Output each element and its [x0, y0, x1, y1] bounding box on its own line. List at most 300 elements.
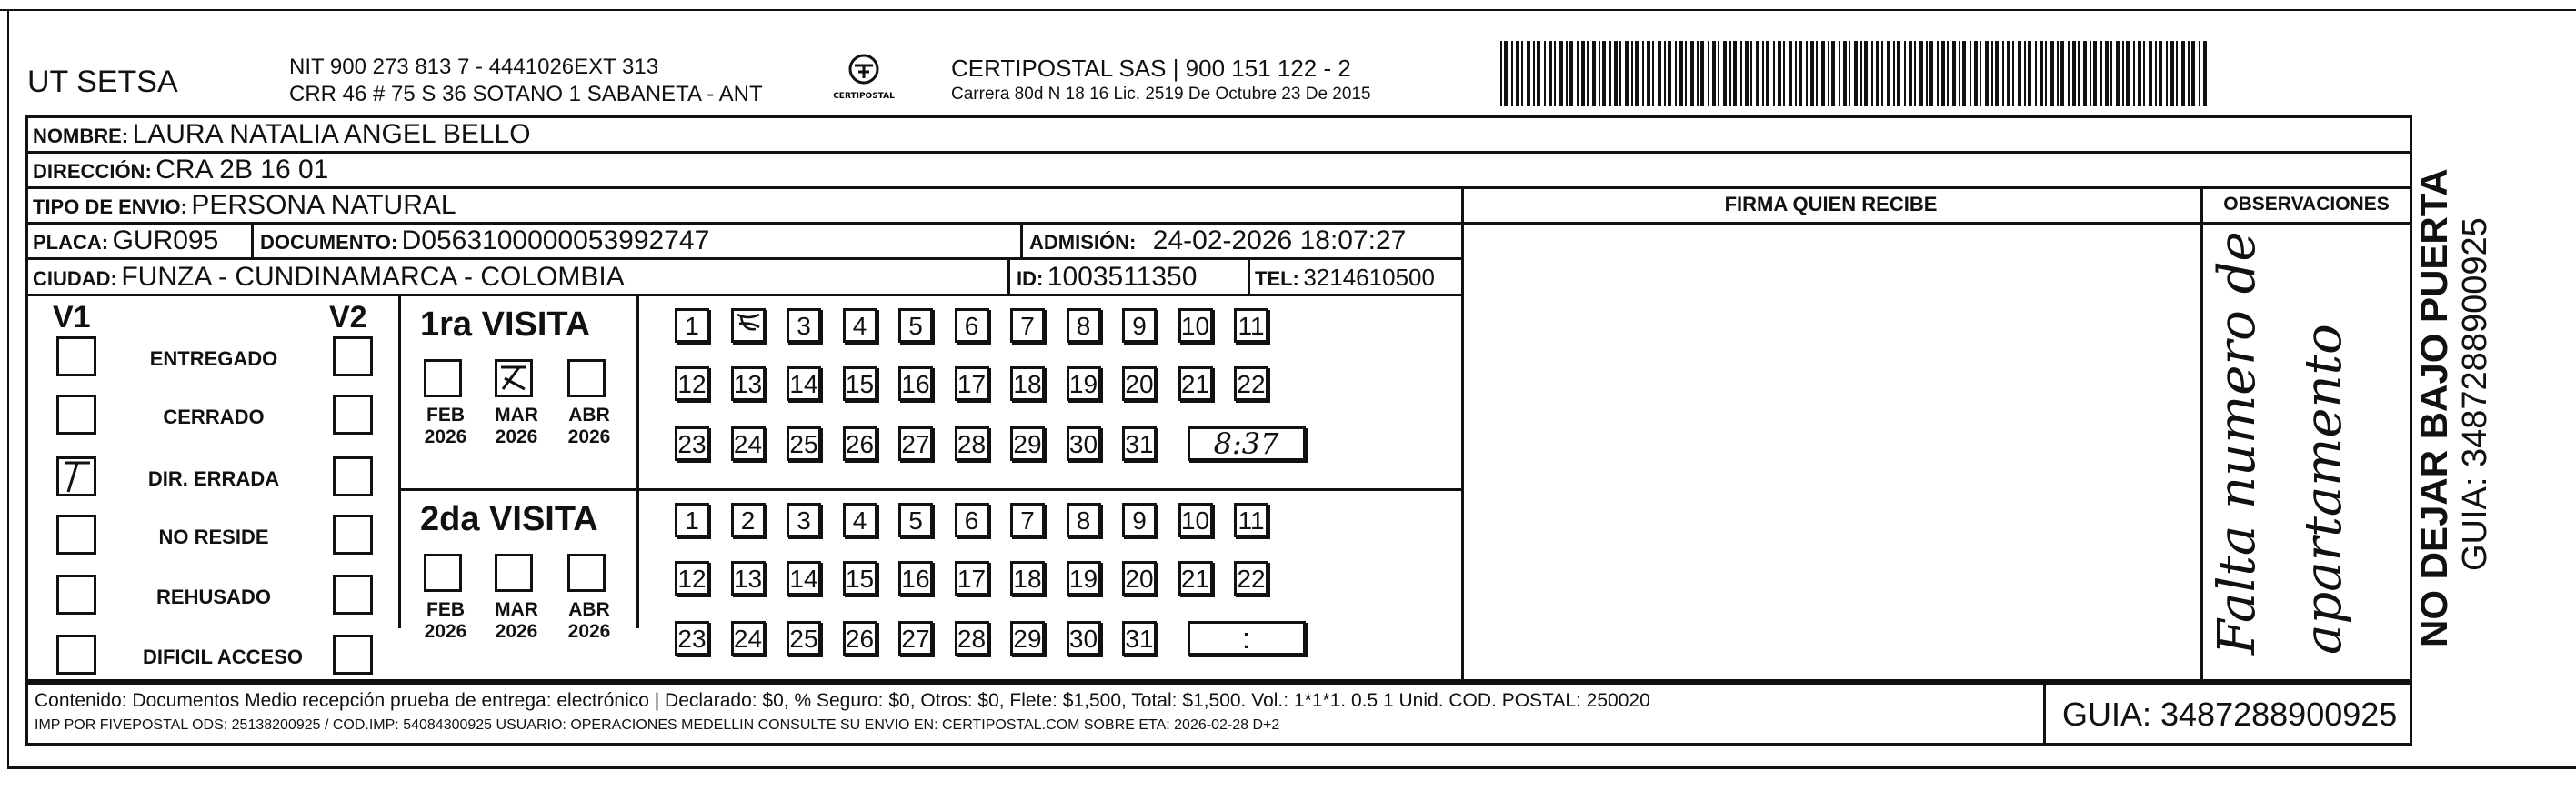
barcode-bar — [1592, 41, 1596, 106]
visit1-month-label — [489, 405, 544, 448]
logo-text: CERTIPOSTAL — [833, 92, 895, 101]
visit1-day-box[interactable]: 19 — [1067, 366, 1101, 401]
visit2-day-box[interactable]: 5 — [898, 503, 933, 537]
status-label: DIR. ERRADA — [147, 467, 280, 490]
visit1-day-box[interactable]: 11 — [1234, 308, 1268, 343]
visit2-day-box[interactable]: 10 — [1178, 503, 1213, 537]
status-divider — [398, 294, 401, 628]
barcode-bar — [1831, 41, 1835, 106]
v1-checkbox[interactable] — [56, 635, 96, 675]
handwritten-line: Falta numero de — [2208, 231, 2267, 655]
barcode-bar — [1577, 41, 1579, 106]
barcode-bar — [1766, 41, 1769, 106]
v2-checkbox[interactable] — [333, 515, 373, 555]
barcode-bar — [1778, 41, 1781, 106]
barcode-bar — [2138, 41, 2141, 106]
visit2-day-box[interactable]: 11 — [1234, 503, 1268, 537]
barcode-bar — [2199, 41, 2200, 106]
barcode-bar — [1745, 41, 1749, 106]
placa-label: PLACA: — [33, 231, 109, 254]
barcode-bar — [1839, 41, 1840, 106]
barcode-bar — [1881, 41, 1883, 106]
visit2-day-box[interactable]: 27 — [898, 621, 933, 656]
admision-field — [1029, 227, 1406, 255]
barcode-bar — [2170, 41, 2174, 106]
observaciones-handwritten — [2208, 231, 2353, 655]
visit1-day-box[interactable]: 25 — [787, 426, 821, 461]
barcode-bar — [1806, 41, 1808, 106]
cell-divider — [1020, 222, 1023, 257]
visit1-day-box[interactable]: 31 — [1122, 426, 1157, 461]
barcode-bar — [1544, 41, 1546, 106]
status-label: NO RESIDE — [158, 526, 269, 548]
address-line: CRR 46 # 75 S 36 SOTANO 1 SABANETA - ANT — [289, 82, 763, 106]
handwritten-check-icon — [59, 459, 94, 494]
barcode-bar — [1854, 41, 1858, 106]
barcode-bar — [1500, 41, 1502, 106]
visit1-day-box[interactable]: 14 — [787, 366, 821, 401]
barcode-bar — [1733, 41, 1737, 106]
firma-header: FIRMA QUIEN RECIBE — [1724, 193, 1938, 215]
barcode-bar — [2018, 41, 2021, 106]
visit2-month-checkbox[interactable] — [424, 554, 462, 592]
barcode-bar — [1789, 41, 1792, 106]
visit1-day-box[interactable]: 5 — [898, 308, 933, 343]
v2-checkbox[interactable] — [333, 456, 373, 496]
no-dejar-warning: NO DEJAR BAJO PUERTA — [2412, 168, 2455, 647]
barcode-bar — [1685, 41, 1687, 106]
barcode-bar — [1609, 41, 1611, 106]
barcode-bar — [1952, 41, 1956, 106]
month-year: 2026 — [567, 426, 611, 448]
visit2-day-box[interactable]: 7 — [1010, 503, 1045, 537]
month-name: ABR — [568, 599, 610, 620]
barcode-bar — [1773, 41, 1775, 106]
month-year: 2026 — [495, 426, 538, 448]
visit1-day-box[interactable]: 16 — [898, 366, 933, 401]
barcode-bar — [2057, 41, 2059, 106]
visit2-day-box[interactable]: 30 — [1067, 621, 1101, 656]
visit1-day-box[interactable]: 17 — [955, 366, 989, 401]
visit1-day-box[interactable]: 22 — [1234, 366, 1268, 401]
month-name: MAR — [495, 599, 538, 620]
barcode-bar — [1718, 41, 1719, 106]
barcode-bar — [2159, 41, 2162, 106]
barcode-bar — [1860, 41, 1862, 106]
bottom-border — [7, 766, 2576, 769]
visit1-month-checkbox[interactable] — [424, 359, 462, 397]
barcode-bar — [1533, 41, 1535, 106]
visit1-day-box[interactable] — [731, 308, 766, 343]
barcode-bar — [1810, 41, 1814, 106]
barcode-bar — [1980, 41, 1981, 106]
visit1-day-box[interactable]: 29 — [1010, 426, 1045, 461]
barcode-bar — [1816, 41, 1818, 106]
barcode-bar — [2012, 41, 2014, 106]
barcode-bar — [1587, 41, 1589, 106]
v2-checkbox[interactable] — [333, 336, 373, 376]
barcode-bar — [2002, 41, 2004, 106]
barcode-bar — [1871, 41, 1873, 106]
barcode-bar — [1864, 41, 1868, 106]
barcode-bar — [1828, 41, 1829, 106]
barcode-bar — [1708, 41, 1709, 106]
visit2-day-box[interactable]: 29 — [1010, 621, 1045, 656]
barcode-bar — [1504, 41, 1508, 106]
row-line — [25, 186, 2412, 189]
barcode-bar — [1959, 41, 1960, 106]
visit2-month-checkbox[interactable] — [495, 554, 533, 592]
documento-label: DOCUMENTO: — [260, 231, 398, 254]
visit1-day-box[interactable]: 15 — [843, 366, 877, 401]
row-line — [25, 294, 1462, 296]
visit2-day-box[interactable]: 15 — [843, 561, 877, 596]
visit2-time-box[interactable]: : — [1188, 621, 1306, 656]
barcode-bar — [1887, 41, 1890, 106]
month-year: 2026 — [567, 621, 611, 643]
status-label: ENTREGADO — [149, 347, 278, 370]
barcode-bar — [2203, 41, 2207, 106]
tipo-field — [33, 192, 456, 219]
barcode-bar — [1919, 41, 1923, 106]
barcode-bar — [1658, 41, 1661, 106]
month-year: 2026 — [495, 621, 538, 643]
barcode-bar — [1947, 41, 1949, 106]
barcode-bar — [1554, 41, 1556, 106]
firma-area[interactable] — [1461, 222, 2200, 628]
barcode-bar — [1843, 41, 1847, 106]
visit1-day-box[interactable]: 10 — [1178, 308, 1213, 343]
visit2-day-box[interactable]: 4 — [843, 503, 877, 537]
barcode-bar — [1549, 41, 1552, 106]
barcode-bar — [1527, 41, 1530, 106]
barcode-bar — [1991, 41, 1993, 106]
cell-divider — [1007, 257, 1010, 294]
visit1-day-box[interactable]: 30 — [1067, 426, 1101, 461]
v2-label: V2 — [329, 300, 367, 335]
nombre-value: LAURA NATALIA ANGEL BELLO — [132, 119, 531, 149]
month-name: FEB — [426, 599, 465, 620]
visit2-day-box[interactable]: 28 — [955, 621, 989, 656]
barcode-bar — [1652, 41, 1654, 106]
ciudad-field — [33, 264, 625, 291]
barcode-bar — [1664, 41, 1666, 106]
barcode-bar — [1914, 41, 1916, 106]
visit2-month-checkbox[interactable] — [567, 554, 606, 592]
month-year: 2026 — [424, 426, 467, 448]
barcode-bar — [1821, 41, 1825, 106]
month-name: FEB — [426, 405, 465, 426]
visit2-title: 2da VISITA — [420, 500, 598, 538]
contenido-line: Contenido: Documentos Medio recepción prueba de entrega: electrónico | Declarado: $0, % Seguro: $0, Otros: $0, Flete: $1,500, Total: $1,500. Vol.: 1*1*1. 0.5 1 Unid. COD. POSTAL: 250020 — [35, 690, 1650, 711]
v2-checkbox[interactable] — [333, 635, 373, 675]
barcode-bar — [1625, 41, 1629, 106]
month-name: ABR — [568, 405, 610, 426]
status-label: DIFICIL ACCESO — [142, 646, 303, 668]
barcode-bar — [1602, 41, 1606, 106]
barcode-bar — [1929, 41, 1933, 106]
id-field — [1017, 264, 1197, 291]
visit2-day-box[interactable]: 8 — [1067, 503, 1101, 537]
visit2-day-box[interactable]: 16 — [898, 561, 933, 596]
barcode-bar — [1876, 41, 1879, 106]
barcode-bar — [1521, 41, 1523, 106]
barcode-bar — [1995, 41, 1999, 106]
certipostal-logo — [833, 47, 895, 102]
barcode-bar — [1762, 41, 1764, 106]
barcode-bar — [1962, 41, 1966, 106]
barcode-bar — [1511, 41, 1513, 106]
barcode-bar — [1614, 41, 1618, 106]
barcode-bar — [1795, 41, 1797, 106]
v1-checkbox[interactable] — [56, 395, 96, 435]
visit1-day-box[interactable]: 1 — [675, 308, 709, 343]
visit1-time-box[interactable]: 8:37 — [1188, 426, 1306, 461]
barcode-bar — [1974, 41, 1978, 106]
barcode-bar — [1970, 41, 1971, 106]
visit2-day-box[interactable]: 24 — [731, 621, 766, 656]
barcode-bar — [2078, 41, 2080, 106]
barcode-bar — [2060, 41, 2064, 106]
visit1-day-box[interactable]: 13 — [731, 366, 766, 401]
left-border — [7, 9, 9, 769]
barcode-bar — [1581, 41, 1585, 106]
barcode-bar — [2122, 41, 2124, 106]
visit1-day-box[interactable]: 18 — [1010, 366, 1045, 401]
v1-checkbox[interactable] — [56, 515, 96, 555]
visit2-day-box[interactable]: 9 — [1122, 503, 1157, 537]
barcode-bar — [2083, 41, 2087, 106]
nit-line: NIT 900 273 813 7 - 4441026EXT 313 — [289, 55, 659, 79]
barcode-bar — [2090, 41, 2091, 106]
visit1-day-box[interactable]: 8 — [1067, 308, 1101, 343]
visit1-day-box[interactable]: 9 — [1122, 308, 1157, 343]
visit1-day-box[interactable]: 27 — [898, 426, 933, 461]
v1-checkbox[interactable] — [56, 456, 96, 496]
barcode-bar — [1619, 41, 1621, 106]
obs-divider — [2200, 186, 2203, 682]
placa-value: GUR095 — [112, 225, 219, 255]
visit2-day-box[interactable]: 1 — [675, 503, 709, 537]
side-guia: GUIA: 3487288900925 — [2456, 217, 2494, 571]
visit1-title: 1ra VISITA — [420, 305, 591, 344]
tipo-label: TIPO DE ENVIO: — [33, 195, 187, 218]
barcode-bar — [1941, 41, 1945, 106]
visit2-day-box[interactable]: 6 — [955, 503, 989, 537]
barcode-bar — [1599, 41, 1600, 106]
tel-value: 3214610500 — [1303, 264, 1435, 291]
carrier-address: Carrera 80d N 18 16 Lic. 2519 De Octubre 23 De 2015 — [951, 85, 1371, 104]
visit1-month-checkbox[interactable] — [495, 359, 533, 397]
visit1-day-box[interactable]: 12 — [675, 366, 709, 401]
cell-divider — [251, 222, 254, 257]
id-label: ID: — [1017, 267, 1044, 290]
barcode-bar — [2007, 41, 2010, 106]
visit2-day-box[interactable]: 12 — [675, 561, 709, 596]
imp-line: IMP POR FIVEPOSTAL ODS: 25138200925 / COD.IMP: 54084300925 USUARIO: OPERACIONES MEDELLIN CONSULTE SU ENVIO EN: CERTIPOSTAL.COM SOBRE ETA: 2026-02-28 D+2 — [35, 717, 1280, 733]
visit1-day-box[interactable]: 7 — [1010, 308, 1045, 343]
visit2-month-label — [489, 599, 544, 643]
company-name: UT SETSA — [27, 65, 178, 99]
visit2-day-box[interactable]: 13 — [731, 561, 766, 596]
visit1-day-box[interactable]: 4 — [843, 308, 877, 343]
barcode-bar — [2149, 41, 2152, 106]
direccion-value: CRA 2B 16 01 — [155, 155, 329, 185]
barcode-bar — [1897, 41, 1900, 106]
placa-field — [33, 227, 218, 255]
visit1-day-box[interactable]: 20 — [1122, 366, 1157, 401]
barcode-bar — [1712, 41, 1716, 106]
barcode-bar — [1723, 41, 1727, 106]
visit-divider — [398, 488, 1462, 491]
tipo-value: PERSONA NATURAL — [191, 190, 456, 220]
visit2-day-box[interactable]: 23 — [675, 621, 709, 656]
barcode-bar — [2181, 41, 2185, 106]
barcode-bar — [1635, 41, 1639, 106]
barcode-bar — [2188, 41, 2190, 106]
visit-month-divider — [636, 294, 639, 628]
visit2-day-box[interactable]: 31 — [1122, 621, 1157, 656]
ciudad-value: FUNZA - CUNDINAMARCA - COLOMBIA — [121, 262, 625, 292]
footer-guia: GUIA: 3487288900925 — [2062, 696, 2398, 733]
barcode-bar — [2040, 41, 2043, 106]
month-name: MAR — [495, 405, 538, 426]
barcode-bar — [2028, 41, 2031, 106]
barcode-bar — [2105, 41, 2109, 106]
visit2-month-label — [562, 599, 616, 643]
visit1-month-checkbox[interactable] — [567, 359, 606, 397]
visit2-day-box[interactable]: 14 — [787, 561, 821, 596]
barcode-bar — [2133, 41, 2135, 106]
visit2-day-box[interactable]: 25 — [787, 621, 821, 656]
barcode-bar — [1569, 41, 1573, 106]
visit1-day-box[interactable]: 23 — [675, 426, 709, 461]
v2-checkbox[interactable] — [333, 575, 373, 615]
barcode-bar — [1893, 41, 1895, 106]
visit2-day-box[interactable]: 3 — [787, 503, 821, 537]
visit2-day-box[interactable]: 26 — [843, 621, 877, 656]
ciudad-label: CIUDAD: — [33, 267, 117, 290]
status-label: CERRADO — [163, 406, 265, 428]
barcode-bar — [1647, 41, 1650, 106]
direccion-label: DIRECCIÓN: — [33, 160, 152, 183]
month-year: 2026 — [424, 621, 467, 643]
handwritten-check-icon — [497, 362, 530, 395]
barcode-bar — [1729, 41, 1731, 106]
row-line — [25, 257, 1462, 260]
barcode — [1500, 41, 2210, 106]
visit2-day-box[interactable]: 17 — [955, 561, 989, 596]
barcode-bar — [1566, 41, 1568, 106]
barcode-bar — [2176, 41, 2178, 106]
barcode-bar — [2072, 41, 2076, 106]
tel-label: TEL: — [1255, 267, 1299, 290]
visit1-month-label — [562, 405, 616, 448]
visit1-day-box[interactable]: 24 — [731, 426, 766, 461]
barcode-bar — [1740, 41, 1742, 106]
visit1-day-box[interactable]: 28 — [955, 426, 989, 461]
visit1-day-box[interactable]: 6 — [955, 308, 989, 343]
barcode-bar — [2166, 41, 2168, 106]
barcode-bar — [2050, 41, 2054, 106]
status-label: REHUSADO — [156, 586, 271, 608]
row-line — [25, 151, 2412, 154]
barcode-bar — [1783, 41, 1785, 106]
visit1-day-box[interactable]: 26 — [843, 426, 877, 461]
barcode-bar — [2126, 41, 2130, 106]
barcode-bar — [2191, 41, 2195, 106]
nombre-label: NOMBRE: — [33, 125, 129, 147]
barcode-bar — [1690, 41, 1694, 106]
carrier-line: CERTIPOSTAL SAS | 900 151 122 - 2 — [951, 55, 1351, 82]
observaciones-header: OBSERVACIONES — [2223, 194, 2390, 215]
barcode-bar — [1697, 41, 1699, 106]
visit1-day-box[interactable]: 3 — [787, 308, 821, 343]
barcode-bar — [1909, 41, 1912, 106]
nombre-field — [33, 121, 531, 148]
barcode-bar — [1926, 41, 1928, 106]
barcode-bar — [2110, 41, 2112, 106]
visit2-day-box[interactable]: 20 — [1122, 561, 1157, 596]
admision-value: 24-02-2026 18:07:27 — [1152, 225, 1407, 255]
barcode-bar — [1675, 41, 1677, 106]
barcode-bar — [1700, 41, 1704, 106]
barcode-bar — [1750, 41, 1752, 106]
barcode-bar — [2035, 41, 2037, 106]
barcode-bar — [2116, 41, 2120, 106]
barcode-bar — [2155, 41, 2157, 106]
barcode-bar — [1516, 41, 1519, 106]
v2-checkbox[interactable] — [333, 395, 373, 435]
barcode-bar — [2143, 41, 2145, 106]
barcode-bar — [2024, 41, 2026, 106]
v1-checkbox[interactable] — [56, 575, 96, 615]
barcode-bar — [2093, 41, 2097, 106]
visit2-day-box[interactable]: 19 — [1067, 561, 1101, 596]
barcode-bar — [2068, 41, 2070, 106]
barcode-bar — [1799, 41, 1802, 106]
barcode-bar — [1631, 41, 1633, 106]
barcode-bar — [1668, 41, 1671, 106]
barcode-bar — [1985, 41, 1989, 106]
admision-label: ADMISIÓN: — [1029, 231, 1137, 254]
top-border — [0, 9, 2576, 11]
v1-label: V1 — [53, 300, 91, 335]
barcode-bar — [2100, 41, 2102, 106]
handwritten-line: apartamento — [2294, 324, 2353, 655]
documento-field — [260, 227, 709, 255]
barcode-bar — [1679, 41, 1683, 106]
visit2-day-box[interactable]: 22 — [1234, 561, 1268, 596]
tel-field — [1255, 265, 1435, 289]
visit1-day-box[interactable]: 21 — [1178, 366, 1213, 401]
barcode-bar — [2045, 41, 2047, 106]
v1-checkbox[interactable] — [56, 336, 96, 376]
documento-value: D0563100000053992747 — [401, 225, 710, 255]
visit2-day-box[interactable]: 2 — [731, 503, 766, 537]
barcode-bar — [1642, 41, 1644, 106]
barcode-bar — [1559, 41, 1563, 106]
barcode-bar — [1849, 41, 1850, 106]
direccion-field — [33, 156, 328, 184]
barcode-bar — [1904, 41, 1906, 106]
visit2-day-box[interactable]: 18 — [1010, 561, 1045, 596]
id-value: 1003511350 — [1047, 262, 1198, 292]
visit2-day-box[interactable]: 21 — [1178, 561, 1213, 596]
handwritten-mark-icon — [734, 311, 763, 340]
barcode-bar — [1756, 41, 1759, 106]
visit2-month-label — [418, 599, 473, 643]
